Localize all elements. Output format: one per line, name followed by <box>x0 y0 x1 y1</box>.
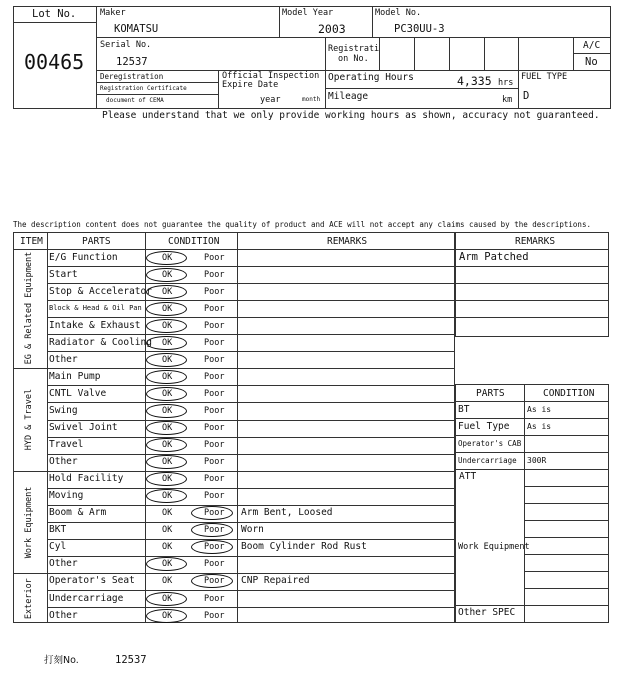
registration-label-2: on No. <box>338 54 369 64</box>
ok-option: OK <box>162 286 173 297</box>
ok-option: OK <box>162 525 173 536</box>
serial-label: Serial No. <box>100 40 152 50</box>
ok-selected-mark <box>146 268 187 282</box>
registration-label: Registrati <box>328 44 380 54</box>
att-label: ATT <box>459 471 477 482</box>
part-name: Other <box>49 353 78 365</box>
ok-selected-mark <box>146 421 187 435</box>
accuracy-notice: Please understand that we only provide working hours as shown, accuracy not guaranteed. <box>102 110 600 121</box>
parts-divider <box>524 571 609 572</box>
part-name: Other <box>49 558 78 570</box>
ok-option: OK <box>162 269 173 280</box>
part-name: Stop & Accelerator <box>49 285 152 297</box>
ok-option: OK <box>162 337 173 348</box>
poor-option: Poor <box>204 388 225 399</box>
ok-selected-mark <box>146 353 187 367</box>
part-name: Block & Head & Oil Pan <box>49 304 142 313</box>
divider <box>237 232 238 623</box>
ok-selected-mark <box>146 609 187 623</box>
work-equipment-label: Work Equipment <box>458 542 530 552</box>
right-remarks-header: REMARKS <box>515 236 556 247</box>
parts-divider <box>455 605 524 606</box>
row-divider <box>47 556 455 557</box>
ok-selected-mark <box>146 387 187 401</box>
model-year-value: 2003 <box>318 22 346 36</box>
ok-selected-mark <box>146 319 187 333</box>
parts-table-part: Undercarriage <box>458 456 517 465</box>
divider <box>96 37 611 38</box>
poor-option: Poor <box>204 303 225 314</box>
operating-hours-label: Operating Hours <box>328 72 414 83</box>
part-name: Swing <box>49 404 78 416</box>
divider <box>279 6 280 37</box>
part-name: E/G Function <box>49 251 118 263</box>
parts-table-condition: As is <box>527 405 552 414</box>
poor-option: Poor <box>204 559 225 570</box>
poor-option: Poor <box>204 405 225 416</box>
ok-selected-mark <box>146 336 187 350</box>
row-divider <box>47 351 455 352</box>
part-name: Boom & Arm <box>49 507 107 519</box>
serial-value: 12537 <box>116 56 148 68</box>
ok-selected-mark <box>146 251 187 265</box>
row-divider <box>47 334 455 335</box>
poor-option: Poor <box>204 440 225 451</box>
divider <box>96 94 218 95</box>
model-year-label: Model Year <box>282 8 334 18</box>
lot-number: 00465 <box>24 50 85 74</box>
part-name: Moving <box>49 490 84 502</box>
row-divider <box>47 437 455 438</box>
divider <box>414 37 415 70</box>
lot-label: Lot No. <box>32 8 77 20</box>
poor-option: Poor <box>204 542 225 553</box>
poor-option: Poor <box>204 525 225 536</box>
operating-hours-value: 4,335 <box>457 74 492 88</box>
part-name: Travel <box>49 439 84 451</box>
parts-table-part: Fuel Type <box>458 421 510 432</box>
ok-option: OK <box>162 542 173 553</box>
model-no-label: Model No. <box>375 8 422 18</box>
disclaimer: The description content does not guarantee the quality of product and ACE will not accept any claims caused by the descriptions. <box>13 220 591 229</box>
group-label: Work Equipment <box>24 485 34 558</box>
group-divider <box>13 573 455 574</box>
ok-option: OK <box>162 440 173 451</box>
row-divider <box>47 420 455 421</box>
group-label: Exterior <box>24 578 34 619</box>
row-divider <box>47 539 455 540</box>
ok-selected-mark <box>146 438 187 452</box>
parts-divider <box>524 520 609 521</box>
poor-option: Poor <box>204 423 225 433</box>
row-divider <box>47 454 455 455</box>
ok-selected-mark <box>146 285 187 299</box>
poor-option: Poor <box>204 576 225 587</box>
maker-label: Maker <box>100 8 126 18</box>
divider <box>518 37 519 109</box>
part-name: BKT <box>49 524 67 536</box>
ok-option: OK <box>162 474 173 485</box>
ok-selected-mark <box>146 302 187 316</box>
parts-divider <box>455 401 609 402</box>
part-name: Other <box>49 456 78 468</box>
group-divider <box>13 368 455 369</box>
part-name: Cyl <box>49 541 67 553</box>
poor-option: Poor <box>204 491 225 502</box>
poor-option: Poor <box>204 474 225 485</box>
ok-option: OK <box>162 388 173 399</box>
row-divider <box>47 317 455 318</box>
remarks-divider <box>455 317 609 318</box>
ok-option: OK <box>162 576 173 587</box>
parts-table-condition: 300R <box>527 456 547 465</box>
remarks-divider <box>455 249 609 250</box>
part-name: Other <box>49 609 78 621</box>
parts-divider <box>524 537 609 538</box>
ok-selected-mark <box>146 592 187 606</box>
poor-option: Poor <box>204 337 225 348</box>
ac-value: No <box>585 56 598 68</box>
poor-option: Poor <box>204 269 225 280</box>
poor-option: Poor <box>204 286 225 297</box>
remarks-header: REMARKS <box>327 236 368 247</box>
ok-option: OK <box>162 593 173 604</box>
row-remark: Arm Bent, Loosed <box>241 507 333 519</box>
ok-option: OK <box>162 610 173 621</box>
ok-option: OK <box>162 320 173 331</box>
remarks-divider <box>455 283 609 284</box>
right-remarks-entry: Arm Patched <box>459 251 529 263</box>
ok-option: OK <box>162 303 173 314</box>
part-name: Operator's Seat <box>49 575 135 587</box>
row-divider <box>47 590 455 591</box>
parts-divider <box>455 435 609 436</box>
fuel-type-value: D <box>523 90 530 102</box>
footer-value: 12537 <box>115 654 147 666</box>
parts-table-condition-header: CONDITION <box>543 388 595 399</box>
km-label: km <box>502 95 513 105</box>
registration-certificate-label: Registration Certificate <box>100 85 187 92</box>
parts-header: PARTS <box>82 236 111 247</box>
ok-option: OK <box>162 508 173 519</box>
divider <box>372 6 373 37</box>
ok-option: OK <box>162 371 173 382</box>
part-name: Intake & Exhaust <box>49 319 141 331</box>
poor-option: Poor <box>204 610 225 621</box>
row-divider <box>47 300 455 301</box>
poor-option: Poor <box>204 593 225 604</box>
row-remark: CNP Repaired <box>241 575 310 587</box>
divider <box>379 37 380 70</box>
expire-date-label: Expire Date <box>222 80 279 90</box>
group-label: EG & Related Equipment <box>24 251 34 365</box>
header-divider <box>13 249 455 250</box>
divider <box>96 70 611 71</box>
divider <box>325 88 518 89</box>
parts-divider <box>455 469 609 470</box>
official-inspection-label: Official Inspection <box>222 71 320 81</box>
row-divider <box>47 522 455 523</box>
group-divider <box>13 471 455 472</box>
ok-option: OK <box>162 252 173 263</box>
condition-header: CONDITION <box>168 236 220 247</box>
parts-table-part: Operator's CAB <box>458 439 522 448</box>
footer-label: 打刻No. <box>44 655 79 666</box>
divider <box>13 22 97 23</box>
part-name: Swivel Joint <box>49 422 118 433</box>
ok-option: OK <box>162 491 173 502</box>
row-divider <box>47 385 455 386</box>
part-name: Radiator & Cooling <box>49 336 152 348</box>
item-header: ITEM <box>20 236 43 247</box>
divider <box>218 70 219 109</box>
deregistration-label: Deregistration <box>100 72 164 81</box>
divider <box>449 37 450 70</box>
ok-option: OK <box>162 354 173 365</box>
row-remark: Boom Cylinder Rod Rust <box>241 541 367 553</box>
divider <box>96 82 218 83</box>
row-divider <box>47 402 455 403</box>
divider <box>573 53 611 54</box>
parts-table-part: BT <box>458 404 470 415</box>
divider <box>325 37 326 109</box>
month-label: month <box>302 96 321 103</box>
part-name: Main Pump <box>49 370 101 382</box>
remarks-table <box>455 232 609 337</box>
ok-option: OK <box>162 559 173 570</box>
remarks-divider <box>455 266 609 267</box>
poor-option: Poor <box>204 371 225 382</box>
row-divider <box>47 488 455 489</box>
divider <box>484 37 485 70</box>
parts-table-condition: As is <box>527 422 552 431</box>
ok-option: OK <box>162 423 173 433</box>
poor-option: Poor <box>204 457 225 468</box>
maker-value: KOMATSU <box>114 23 159 35</box>
part-name: Undercarriage <box>49 592 124 604</box>
poor-option: Poor <box>204 354 225 365</box>
parts-divider <box>455 418 609 419</box>
document-cema-label: document of CEMA <box>106 97 164 104</box>
row-divider <box>47 283 455 284</box>
parts-divider <box>524 554 609 555</box>
parts-divider <box>524 605 609 606</box>
hrs-label: hrs <box>498 78 514 88</box>
remarks-divider <box>455 300 609 301</box>
poor-option: Poor <box>204 508 225 519</box>
parts-divider <box>524 486 609 487</box>
row-divider <box>47 505 455 506</box>
parts-table-parts-header: PARTS <box>476 388 505 399</box>
parts-divider <box>524 588 609 589</box>
mileage-label: Mileage <box>328 91 369 102</box>
parts-divider <box>524 503 609 504</box>
ok-option: OK <box>162 457 173 468</box>
part-name: Start <box>49 268 78 280</box>
parts-divider <box>455 452 609 453</box>
ok-selected-mark <box>146 370 187 384</box>
poor-option: Poor <box>204 252 225 263</box>
row-remark: Worn <box>241 524 264 536</box>
row-divider <box>47 607 455 608</box>
ok-selected-mark <box>146 404 187 418</box>
part-name: Hold Facility <box>49 473 124 485</box>
ac-label: A/C <box>583 40 601 51</box>
fuel-type-label: FUEL TYPE <box>521 72 568 82</box>
row-divider <box>47 266 455 267</box>
year-label: year <box>260 95 281 105</box>
other-spec-label: Other SPEC <box>458 607 516 618</box>
model-no-value: PC30UU-3 <box>394 23 445 35</box>
part-name: CNTL Valve <box>49 387 107 399</box>
poor-option: Poor <box>204 320 225 331</box>
divider <box>47 232 48 623</box>
group-label: HYD & Travel <box>24 388 34 451</box>
ok-option: OK <box>162 405 173 416</box>
